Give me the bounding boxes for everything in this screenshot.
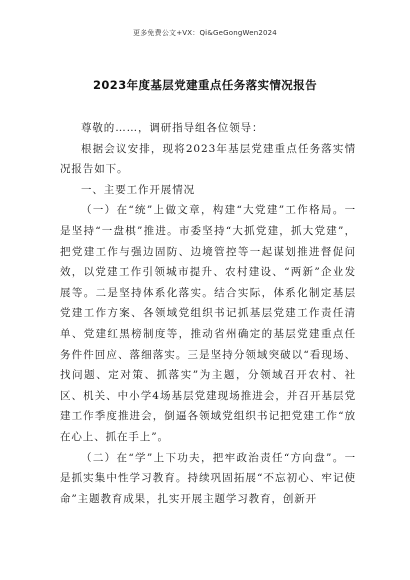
body-paragraph-1: （一）在“统”上做文章，构建“大党建”工作格局。一是坚持“一盘棋”推进。市委坚持“大抓党建，抓大党建”，把党建工作与强边固防、边境管控等一起谋划推进督促问效，以党建工作引领城市提升、农村建设、“两新”企业发展等。二是坚持体系化落实。结合实际，体系化制定基层党建工作方案、各领域党组织书记抓基层党建工作责任清单、党建红黑榜制度等，推动省州确定的基层党建重点任务件件回应、落细落实。三是坚持分领域突破以“看现场、找问题、定对策、抓落实”为主题，分领域召开农村、社区、机关、中小学4场基层党建现场推进会，并召开基层党建工作季度推进会，倒逼各领域党组织书记把党建工作“放在心上、抓在手上”。 [60, 204, 356, 443]
section-heading: 一、主要工作开展情况 [81, 183, 195, 196]
salutation: 尊敬的……，调研指导组各位领导： [81, 122, 264, 134]
header-note: 更多免费公文+VX：Qi&GeGongWen2024 [133, 29, 277, 37]
intro-paragraph: 根据会议安排，现将2023年基层党建重点任务落实情况报告如下。 [60, 142, 356, 176]
document-title: 2023年度基层党建重点任务落实情况报告 [92, 78, 317, 92]
body-paragraph-2: （二）在“学”上下功夫，把牢政治责任“方向盘”。一是抓实集中性学习教育。持续巩固拓展“不忘初心、牢记使命”主题教育成果，扎实开展主题学习教育，创新开 [60, 451, 356, 505]
document-body [60, 118, 356, 509]
